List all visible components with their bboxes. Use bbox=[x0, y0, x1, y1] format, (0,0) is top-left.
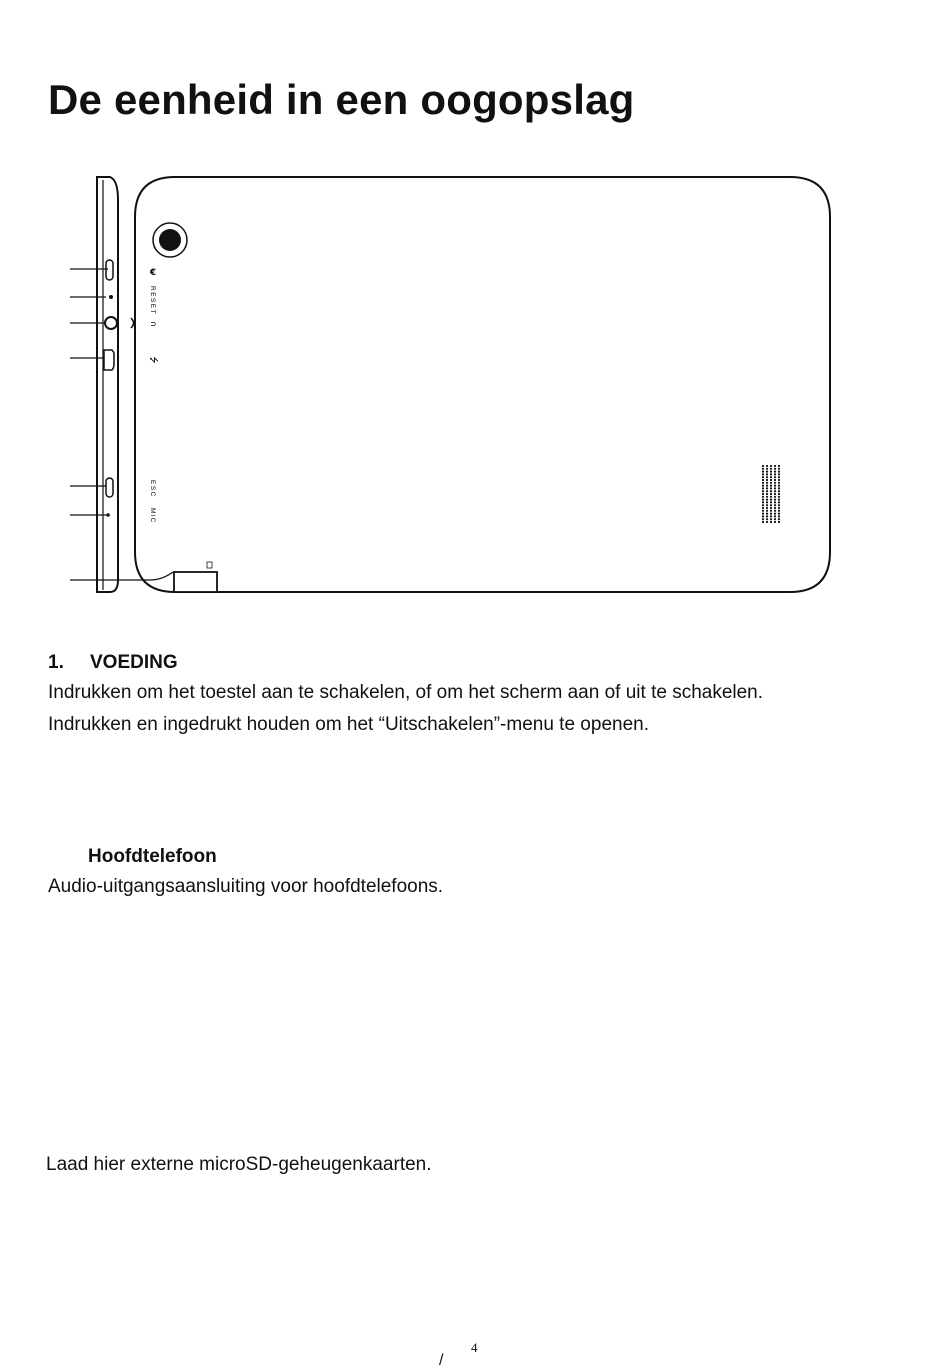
speaker-dot bbox=[770, 499, 772, 501]
speaker-dot bbox=[762, 515, 764, 517]
tablet-side-profile bbox=[97, 177, 118, 592]
reset-label: RESET bbox=[149, 286, 156, 316]
speaker-dot bbox=[770, 515, 772, 517]
speaker-dot bbox=[766, 521, 768, 523]
speaker-dot bbox=[778, 476, 780, 478]
speaker-dot bbox=[766, 499, 768, 501]
microsd-slot bbox=[174, 572, 217, 592]
speaker-dot bbox=[770, 465, 772, 467]
speaker-dot bbox=[778, 493, 780, 495]
speaker-dot bbox=[762, 504, 764, 506]
speaker-dot bbox=[778, 496, 780, 498]
speaker-dot bbox=[770, 493, 772, 495]
speaker-dot bbox=[762, 471, 764, 473]
callout-line-7 bbox=[70, 572, 173, 580]
speaker-dot bbox=[774, 513, 776, 515]
speaker-dot bbox=[774, 521, 776, 523]
speaker-dot bbox=[762, 496, 764, 498]
speaker-dot bbox=[766, 507, 768, 509]
speaker-dot bbox=[778, 518, 780, 520]
speaker-dot bbox=[778, 501, 780, 503]
speaker-dot bbox=[770, 468, 772, 470]
speaker-dot bbox=[766, 465, 768, 467]
speaker-dot bbox=[766, 504, 768, 506]
speaker-dot bbox=[774, 482, 776, 484]
speaker-dot bbox=[778, 485, 780, 487]
speaker-dot bbox=[770, 476, 772, 478]
sd-card-icon bbox=[207, 562, 212, 568]
speaker-dot bbox=[766, 496, 768, 498]
reset-hole bbox=[109, 295, 113, 299]
speaker-dot bbox=[762, 518, 764, 520]
mic-hole bbox=[106, 513, 110, 517]
usb-port bbox=[104, 350, 114, 370]
speaker-dot bbox=[774, 468, 776, 470]
body-line: Indrukken om het toestel aan te schakelen, of om het scherm aan of uit te schakelen. bbox=[48, 682, 764, 703]
speaker-dot bbox=[774, 490, 776, 492]
speaker-dot bbox=[774, 515, 776, 517]
body-line: Laad hier externe microSD-geheugenkaarten. bbox=[46, 1154, 432, 1175]
speaker-dot bbox=[766, 510, 768, 512]
usb-icon: ⭍ bbox=[148, 356, 158, 364]
speaker-dot bbox=[774, 510, 776, 512]
tablet-back-outline bbox=[135, 177, 830, 592]
speaker-dot bbox=[774, 465, 776, 467]
speaker-dot bbox=[762, 499, 764, 501]
speaker-grille bbox=[762, 465, 780, 523]
body-line: Indrukken en ingedrukt houden om het “Uitschakelen”-menu te openen. bbox=[48, 714, 649, 735]
speaker-dot bbox=[770, 504, 772, 506]
speaker-dot bbox=[778, 490, 780, 492]
speaker-dot bbox=[770, 518, 772, 520]
footer-mark: / bbox=[439, 1352, 444, 1369]
page-title: De eenheid in een oogopslag bbox=[48, 76, 635, 123]
speaker-dot bbox=[778, 504, 780, 506]
speaker-dot bbox=[778, 521, 780, 523]
section-heading-power bbox=[48, 652, 178, 674]
tablet-diagram bbox=[0, 160, 950, 610]
speaker-dot bbox=[766, 482, 768, 484]
speaker-dot bbox=[766, 473, 768, 475]
speaker-dot bbox=[766, 490, 768, 492]
speaker-dot bbox=[770, 473, 772, 475]
speaker-dot bbox=[778, 482, 780, 484]
speaker-dot bbox=[778, 510, 780, 512]
power-icon: € bbox=[149, 268, 157, 278]
section-number: 1. bbox=[48, 652, 64, 673]
section-microsd-body bbox=[46, 1149, 432, 1181]
speaker-dot bbox=[766, 487, 768, 489]
speaker-dot bbox=[762, 513, 764, 515]
speaker-dot bbox=[774, 501, 776, 503]
speaker-dot bbox=[766, 513, 768, 515]
speaker-dot bbox=[770, 482, 772, 484]
speaker-dot bbox=[770, 513, 772, 515]
speaker-dot bbox=[766, 468, 768, 470]
headphone-jack bbox=[105, 317, 117, 329]
speaker-dot bbox=[762, 510, 764, 512]
body-line: Audio-uitgangsaansluiting voor hoofdtelefoons. bbox=[48, 876, 444, 897]
speaker-dot bbox=[770, 521, 772, 523]
speaker-dot bbox=[770, 479, 772, 481]
speaker-dot bbox=[770, 487, 772, 489]
speaker-dot bbox=[770, 496, 772, 498]
speaker-dot bbox=[770, 501, 772, 503]
speaker-dot bbox=[774, 471, 776, 473]
speaker-dot bbox=[762, 487, 764, 489]
speaker-dot bbox=[774, 493, 776, 495]
speaker-dot bbox=[762, 482, 764, 484]
speaker-dot bbox=[770, 507, 772, 509]
speaker-dot bbox=[762, 493, 764, 495]
section-heading-headphone: Hoofdtelefoon bbox=[88, 846, 217, 867]
speaker-dot bbox=[762, 468, 764, 470]
speaker-dot bbox=[766, 471, 768, 473]
speaker-dot bbox=[774, 507, 776, 509]
speaker-dot bbox=[774, 518, 776, 520]
speaker-dot bbox=[762, 501, 764, 503]
speaker-dot bbox=[766, 479, 768, 481]
speaker-dot bbox=[766, 518, 768, 520]
speaker-dot bbox=[774, 476, 776, 478]
speaker-dot bbox=[774, 485, 776, 487]
speaker-dot bbox=[774, 479, 776, 481]
speaker-dot bbox=[774, 496, 776, 498]
speaker-dot bbox=[778, 471, 780, 473]
speaker-dot bbox=[770, 471, 772, 473]
power-button bbox=[106, 260, 113, 280]
speaker-dot bbox=[770, 490, 772, 492]
speaker-dot bbox=[762, 521, 764, 523]
speaker-dot bbox=[774, 499, 776, 501]
speaker-dot bbox=[766, 476, 768, 478]
speaker-dot bbox=[762, 479, 764, 481]
speaker-dot bbox=[778, 513, 780, 515]
headphone-icon: ∩ bbox=[149, 321, 158, 327]
esc-label: ESC bbox=[149, 480, 156, 498]
speaker-dot bbox=[762, 507, 764, 509]
speaker-dot bbox=[774, 504, 776, 506]
speaker-dot bbox=[762, 485, 764, 487]
speaker-dot bbox=[778, 499, 780, 501]
speaker-dot bbox=[762, 465, 764, 467]
speaker-dot bbox=[778, 507, 780, 509]
speaker-dot bbox=[770, 485, 772, 487]
speaker-dot bbox=[762, 476, 764, 478]
speaker-dot bbox=[766, 501, 768, 503]
speaker-dot bbox=[778, 468, 780, 470]
speaker-dot bbox=[762, 490, 764, 492]
speaker-dot bbox=[762, 473, 764, 475]
mic-label: MIC bbox=[149, 508, 156, 524]
speaker-dot bbox=[778, 473, 780, 475]
speaker-dot bbox=[778, 465, 780, 467]
section-headphone-body bbox=[48, 871, 443, 903]
section-title: VOEDING bbox=[90, 652, 178, 673]
speaker-dot bbox=[766, 515, 768, 517]
speaker-dot bbox=[766, 493, 768, 495]
section-power-body bbox=[48, 677, 763, 741]
esc-button bbox=[106, 478, 113, 497]
speaker-dot bbox=[778, 487, 780, 489]
speaker-dot bbox=[778, 515, 780, 517]
page-number: 4 bbox=[471, 1340, 478, 1355]
speaker-dot bbox=[774, 487, 776, 489]
speaker-dot bbox=[770, 510, 772, 512]
speaker-dot bbox=[766, 485, 768, 487]
speaker-dot bbox=[778, 479, 780, 481]
speaker-dot bbox=[774, 473, 776, 475]
